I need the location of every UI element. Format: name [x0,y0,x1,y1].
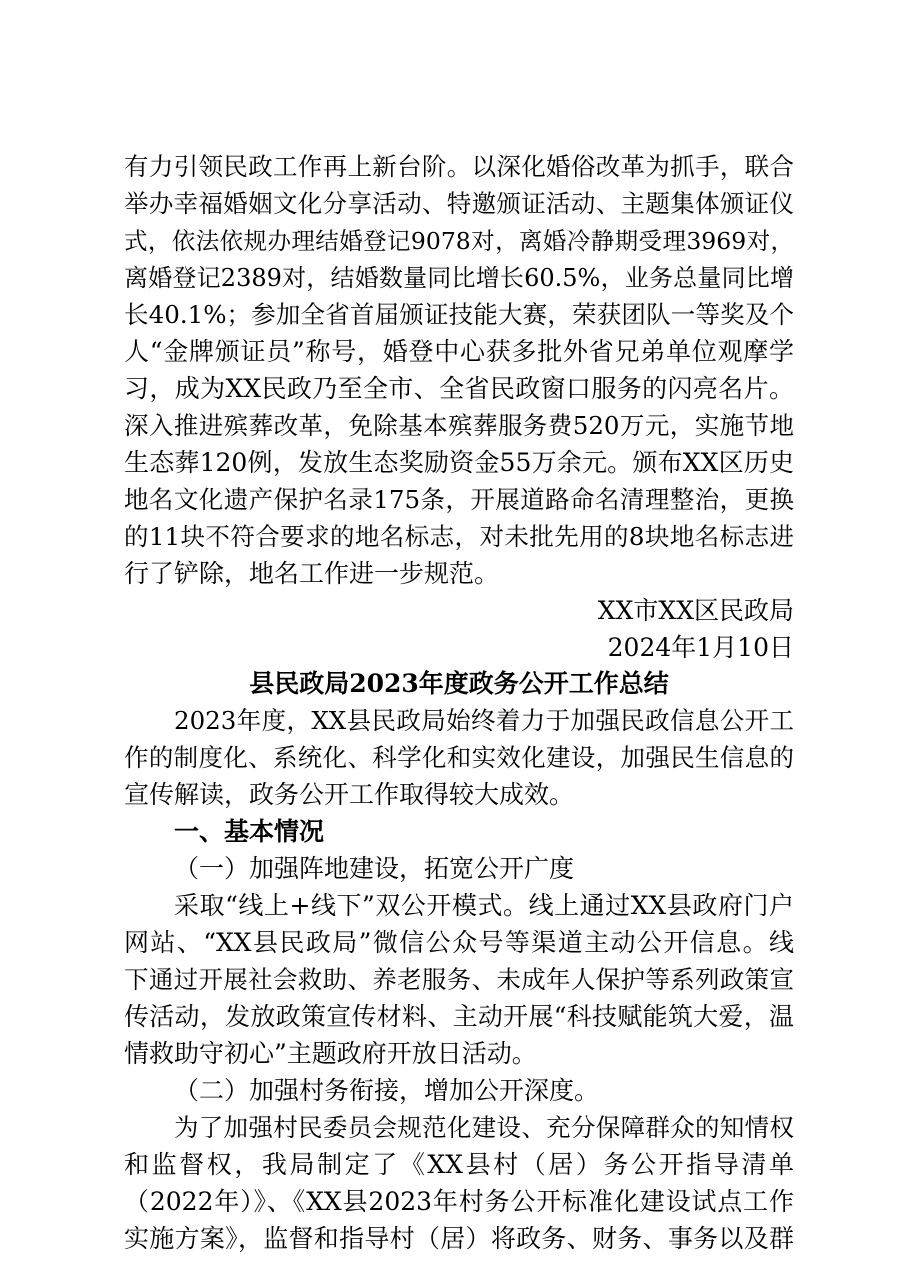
signature-organization: XX市XX区民政局 [597,596,794,625]
paragraph-line: 式，依法依规办理结婚登记9078对，离婚冷静期受理3969对， [124,227,794,255]
paragraph-line: 采取“线上+线下”双公开模式。线上通过XX县政府门户 [174,891,794,920]
paragraph-line: 情救助守初心”主题政府开放日活动。 [124,1039,537,1068]
paragraph-line: 2023年度，XX县民政局始终着力于加强民政信息公开工 [174,706,794,735]
paragraph-line: 行了铲除，地名工作进一步规范。 [124,559,500,588]
paragraph-line: 离婚登记2389对，结婚数量同比增长60.5%，业务总量同比增 [124,264,794,292]
paragraph-line: 长40.1%；参加全省首届颁证技能大赛，荣获团队一等奖及个 [124,300,794,329]
paragraph-line: 生态葬120例，发放生态奖励资金55万余元。颁布XX区历史 [124,448,794,477]
paragraph-line: 网站、“XX县民政局”微信公众号等渠道主动公开信息。线 [124,928,794,957]
paragraph-line: 宣传解读，政务公开工作取得较大成效。 [124,780,575,809]
paragraph-line: 的11块不符合要求的地名标志，对未批先用的8块地名标志进 [124,522,794,551]
paragraph-line: 实施方案》，监督和指导村（居）将政务、财务、事务以及群 [124,1224,794,1253]
paragraph-line: 和监督权，我局制定了《XX县村（居）务公开指导清单 [124,1150,794,1179]
subsection-heading: （二）加强村务衔接，增加公开深度。 [174,1076,600,1105]
paragraph-line: 有力引领民政工作再上新台阶。以深化婚俗改革为抓手，联合 [124,152,794,181]
signature-date: 2024年1月10日 [607,633,794,662]
subsection-heading: （一）加强阵地建设，拓宽公开广度 [174,854,575,883]
paragraph-line: 人“金牌颁证员”称号，婚登中心获多批外省兄弟单位观摩学 [124,337,794,366]
paragraph-line: 地名文化遗产保护名录175条，开展道路命名清理整治，更换 [124,485,794,514]
document-title: 县民政局2023年度政务公开工作总结 [249,669,669,698]
section-heading: 一、基本情况 [174,817,325,846]
paragraph-line: 作的制度化、系统化、科学化和实效化建设，加强民生信息的 [124,743,794,772]
paragraph-line: 下通过开展社会救助、养老服务、未成年人保护等系列政策宣 [124,965,794,994]
paragraph-line: 习，成为XX民政乃至全市、全省民政窗口服务的闪亮名片。 [124,374,794,403]
paragraph-line: 传活动，发放政策宣传材料、主动开展“科技赋能筑大爱，温 [124,1002,794,1031]
paragraph-line: 深入推进殡葬改革，免除基本殡葬服务费520万元，实施节地 [124,411,794,440]
paragraph-line: 举办幸福婚姻文化分享活动、特邀颁证活动、主题集体颁证仪 [124,189,794,218]
paragraph-line: （2022年）》、《XX县2023年村务公开标准化建设试点工作 [124,1187,794,1216]
paragraph-line: 为了加强村民委员会规范化建设、充分保障群众的知情权 [174,1113,794,1142]
